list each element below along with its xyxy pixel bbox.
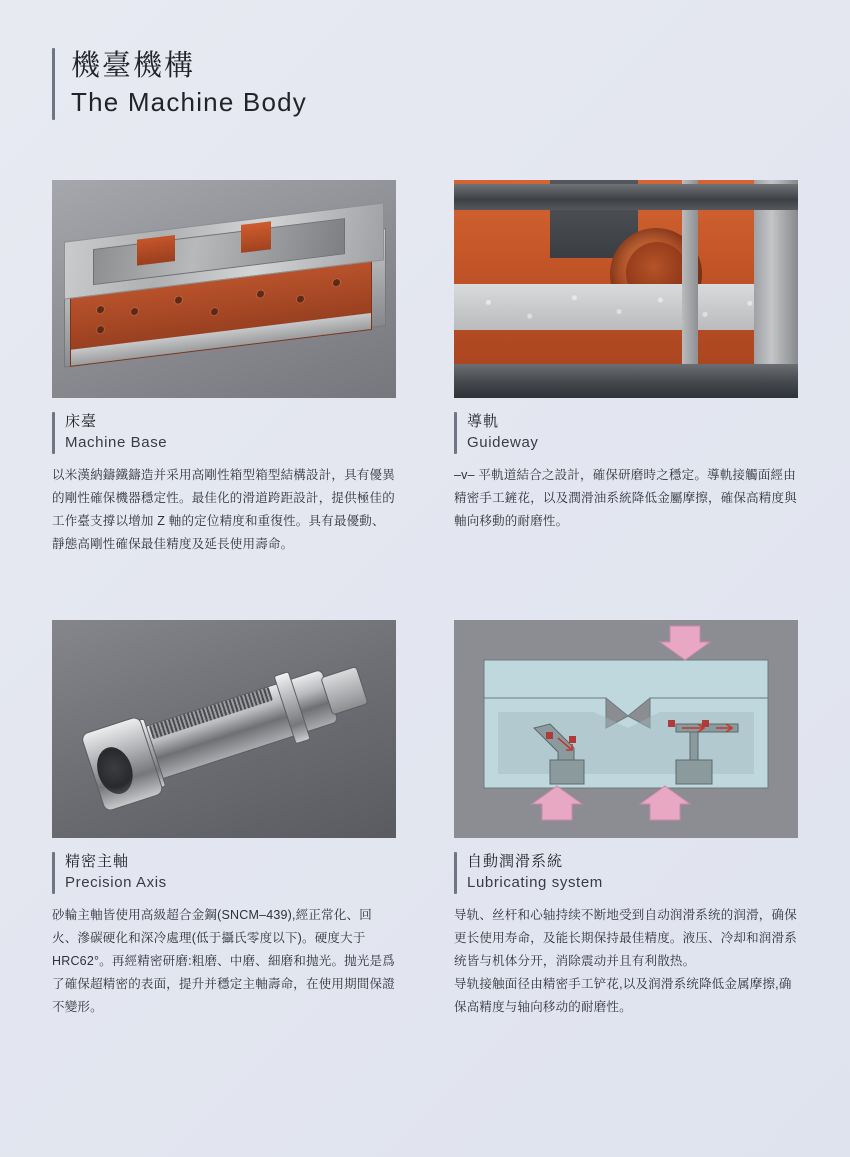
header-accent-rule — [52, 48, 55, 120]
caption-title-cn: 導軌 — [467, 413, 500, 430]
section-guideway — [454, 180, 798, 556]
caption-title-en: Lubricating system — [467, 874, 603, 892]
caption-accent-rule — [52, 852, 55, 894]
body-text-machine-base: 以米漢納鑄鐵鑄造并采用高剛性箱型箱型結構設計，具有優異的剛性確保機器穩定性。最佳化的滑道跨距設計，提供極佳的工作臺支撐以增加 Z 軸的定位精度和重復性。具有最優動、靜態高剛性確保最佳精度及延長使用壽命。 — [52, 467, 395, 551]
body-text-lubricating-system-2: 导轨接触面径由精密手工铲花,以及润滑系统降低金属摩擦,确保高精度与轴向移动的耐磨性。 — [454, 976, 792, 1014]
section-precision-axis — [52, 620, 396, 1019]
caption-accent-rule — [454, 852, 457, 894]
machine-base-photo — [52, 180, 396, 398]
caption-accent-rule — [454, 412, 457, 454]
guideway-photo — [454, 180, 798, 398]
header-text-group — [71, 48, 307, 120]
lubricating-system-diagram — [454, 620, 798, 838]
caption-precision-axis — [52, 852, 396, 894]
page-header — [52, 48, 307, 120]
caption-title-cn: 自動潤滑系統 — [467, 853, 564, 870]
caption-title-cn: 精密主軸 — [65, 853, 130, 870]
precision-axis-photo — [52, 620, 396, 838]
caption-title-en: Machine Base — [65, 434, 168, 452]
caption-guideway — [454, 412, 798, 454]
body-text-guideway: –v– 平軌道結合之設計，確保研磨時之穩定。導軌接觸面經由精密手工鏟花，以及潤滑油系統降低金屬摩擦，確保高精度與軸向移動的耐磨性。 — [454, 467, 797, 528]
caption-title-cn: 床臺 — [65, 413, 98, 430]
caption-title-en: Precision Axis — [65, 874, 167, 892]
section-machine-base — [52, 180, 396, 556]
content-row-2 — [52, 620, 798, 1019]
content-row-1 — [52, 180, 798, 556]
section-lubricating-system — [454, 620, 798, 1019]
caption-machine-base — [52, 412, 396, 454]
body-text-lubricating-system: 导轨、丝杆和心轴持续不断地受到自动润滑系统的润滑，确保更长使用寿命，及能长期保持最佳精度。液压、冷却和润滑系统皆与机体分开，消除震动并且有利散热。 — [454, 907, 797, 968]
caption-title-en: Guideway — [467, 434, 539, 452]
caption-accent-rule — [52, 412, 55, 454]
lubrication-flow-diagram-svg — [454, 620, 798, 838]
content-grid — [52, 180, 798, 1019]
body-text-precision-axis: 砂輪主軸皆使用高級超合金鋼(SNCM–439),經正常化、回火、滲碳硬化和深冷處理(低于攝氏零度以下)。硬度大于HRC62°。再經精密研磨:粗磨、中磨、細磨和抛光。抛光是爲了確保超精密的表面，提升并穩定主軸壽命，在使用期間保證不變形。 — [52, 907, 395, 1014]
caption-lubricating-system — [454, 852, 798, 894]
page-title-cn: 機臺機構 — [71, 50, 196, 82]
page-title-en: The Machine Body — [71, 87, 307, 118]
